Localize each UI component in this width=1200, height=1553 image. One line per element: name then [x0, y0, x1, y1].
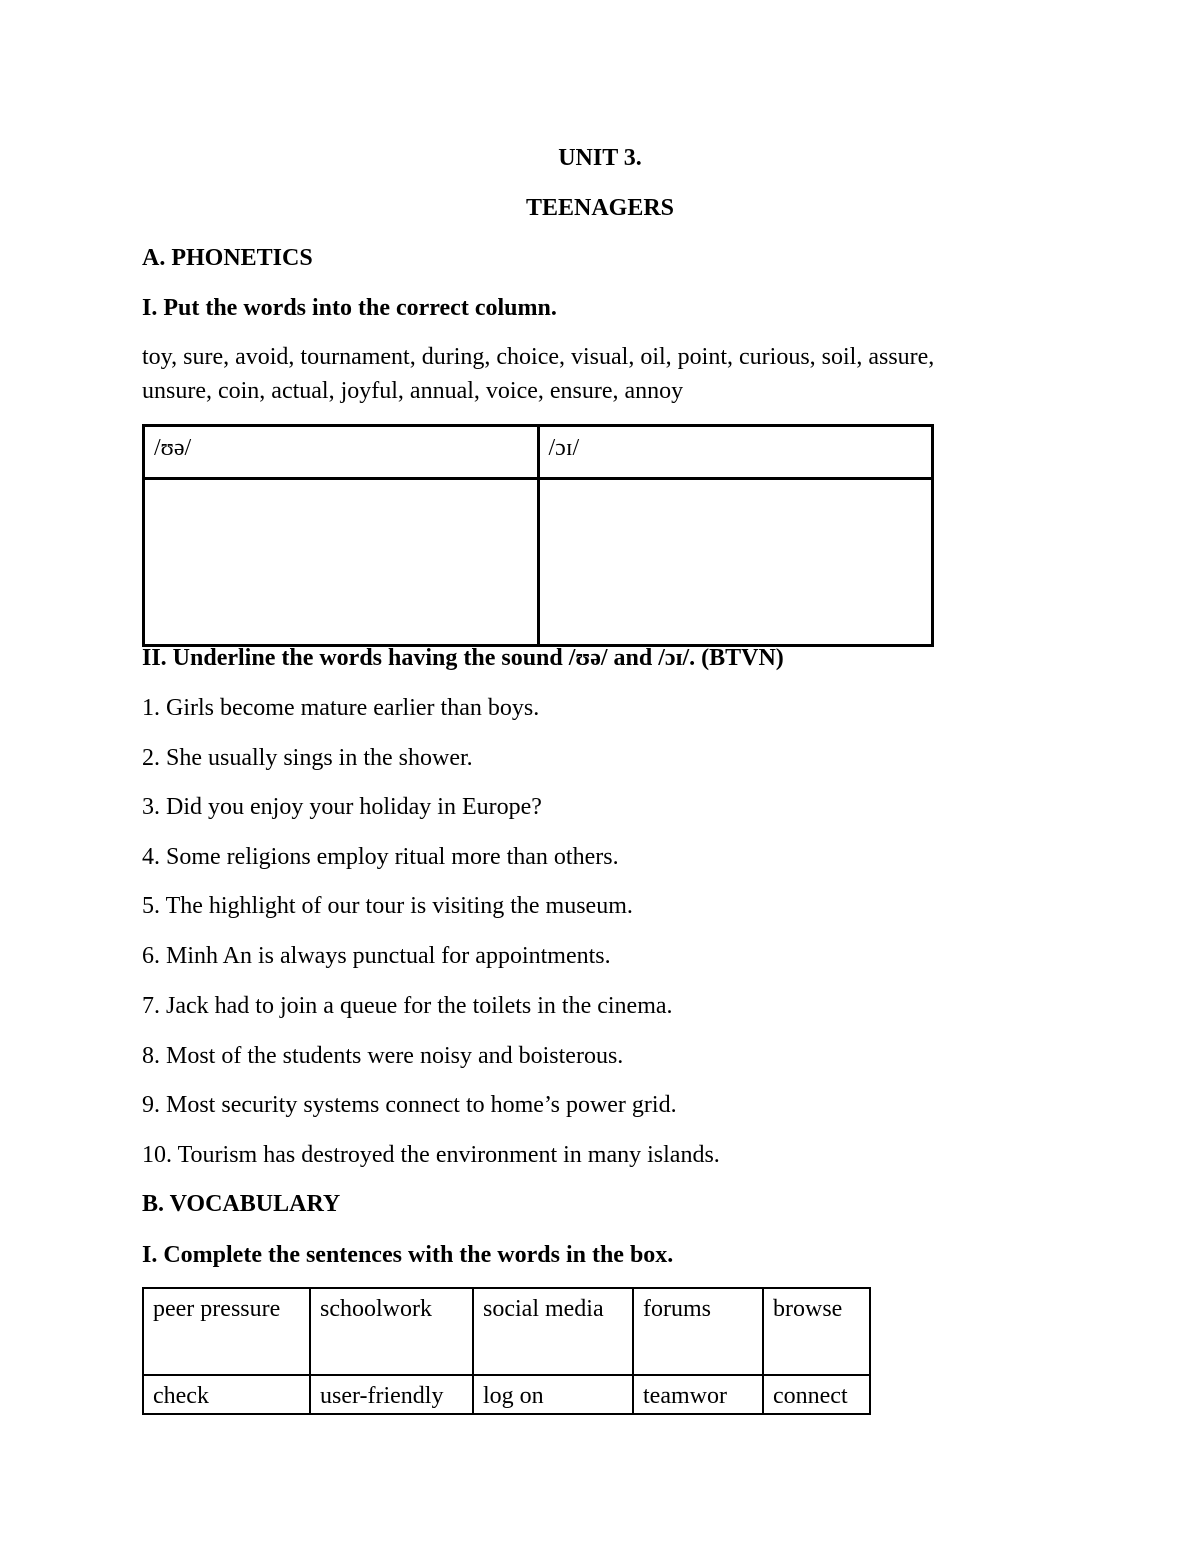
sentence-item: 6. Minh An is always punctual for appointments. — [142, 943, 611, 969]
word-list-line-2: unsure, coin, actual, joyful, annual, voice, ensure, annoy — [142, 378, 684, 404]
column-header-ue: /ʊə/ — [144, 426, 539, 479]
word-box-cell: log on — [473, 1375, 633, 1414]
sentence-item: 10. Tourism has destroyed the environment in many islands. — [142, 1142, 720, 1168]
table-header-row — [144, 426, 933, 479]
sentence-item: 2. She usually sings in the shower. — [142, 745, 473, 771]
word-box-row — [143, 1375, 870, 1414]
exercise-a2-title: II. Underline the words having the sound /ʊə/ and /ɔɪ/. (BTVN) — [142, 645, 784, 671]
word-box-row — [143, 1288, 870, 1375]
word-box-cell: check — [143, 1375, 310, 1414]
sentence-item: 3. Did you enjoy your holiday in Europe? — [142, 794, 542, 820]
exercise-b1-title: I. Complete the sentences with the words in the box. — [142, 1242, 674, 1268]
sentence-item: 5. The highlight of our tour is visiting the museum. — [142, 893, 633, 919]
answer-cell-oi[interactable] — [538, 479, 933, 646]
table-answer-row — [144, 479, 933, 646]
sentence-item: 7. Jack had to join a queue for the toilets in the cinema. — [142, 993, 673, 1019]
sentence-item: 4. Some religions employ ritual more than others. — [142, 844, 619, 870]
word-box-cell: browse — [763, 1288, 870, 1375]
word-box-cell: peer pressure — [143, 1288, 310, 1375]
section-b-title: B. VOCABULARY — [142, 1191, 341, 1217]
word-box-cell: schoolwork — [310, 1288, 473, 1375]
exercise-a1-title: I. Put the words into the correct column. — [142, 295, 557, 321]
word-box-table — [142, 1287, 871, 1415]
word-box-cell: connect — [763, 1375, 870, 1414]
sentence-item: 1. Girls become mature earlier than boys. — [142, 695, 540, 721]
word-list-line-1: toy, sure, avoid, tournament, during, choice, visual, oil, point, curious, soil, assure, — [142, 344, 935, 370]
word-box-cell: forums — [633, 1288, 763, 1375]
word-box-cell: social media — [473, 1288, 633, 1375]
sentence-item: 8. Most of the students were noisy and boisterous. — [142, 1043, 624, 1069]
topic-heading: TEENAGERS — [525, 195, 675, 221]
sentence-item: 9. Most security systems connect to home’s power grid. — [142, 1092, 677, 1118]
word-box-cell: user-friendly — [310, 1375, 473, 1414]
section-a-title: A. PHONETICS — [142, 245, 313, 271]
unit-heading: UNIT 3. — [558, 145, 642, 171]
column-header-oi: /ɔɪ/ — [538, 426, 933, 479]
answer-cell-ue[interactable] — [144, 479, 539, 646]
sound-columns-table — [142, 424, 934, 647]
word-box-cell: teamwor — [633, 1375, 763, 1414]
